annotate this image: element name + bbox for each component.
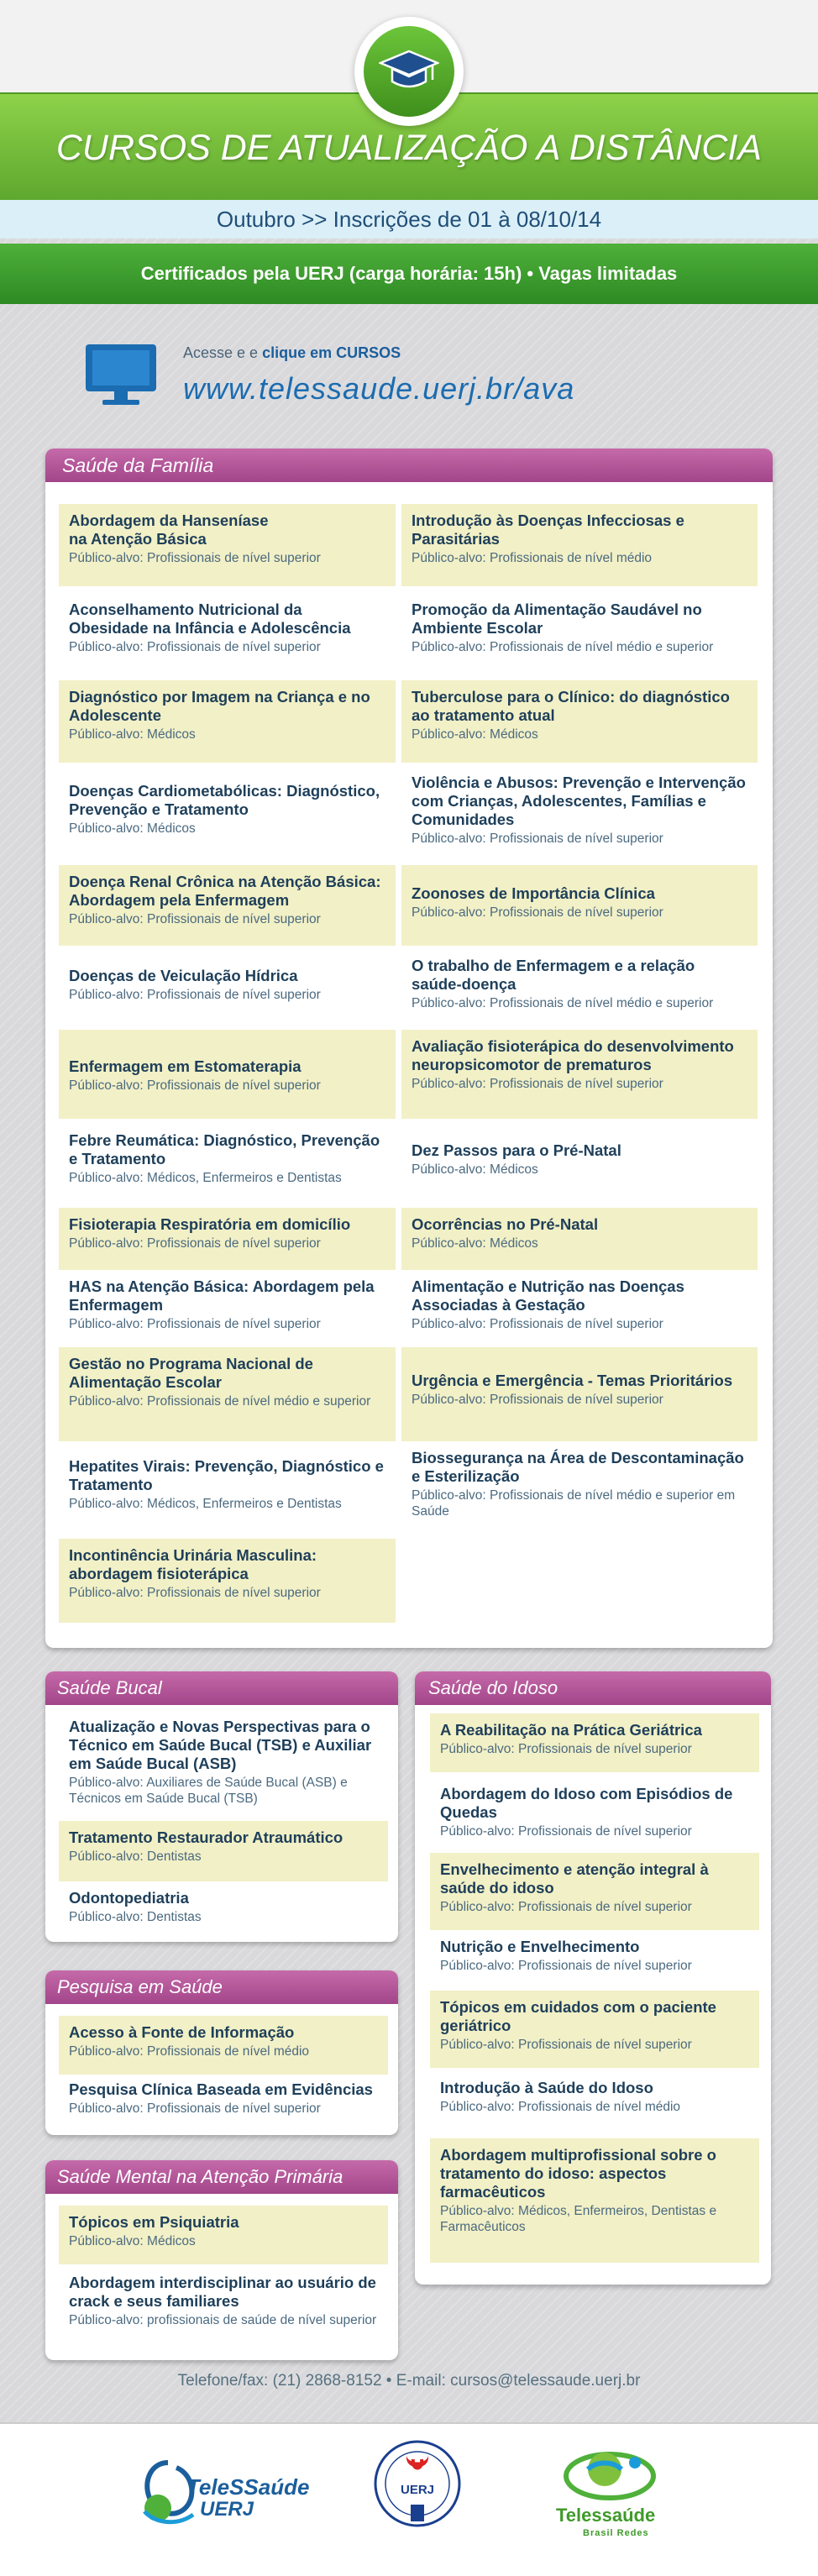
course-audience: Público-alvo: Médicos bbox=[412, 1236, 538, 1251]
course-item[interactable] bbox=[59, 1710, 388, 1818]
course-audience: Público-alvo: Profissionais de nível superior bbox=[412, 832, 663, 846]
course-item[interactable] bbox=[59, 504, 396, 586]
course-title: Abordagem interdisciplinar ao usuário de crack e seus familiares bbox=[69, 2274, 376, 2310]
course-audience: Público-alvo: Profissionais de nível superior bbox=[69, 1317, 321, 1331]
course-audience: Público-alvo: Profissionais de nível médio e superior bbox=[412, 640, 714, 654]
course-item[interactable] bbox=[59, 680, 396, 763]
course-item[interactable] bbox=[430, 1777, 759, 1849]
course-title: Pesquisa Clínica Baseada em Evidências bbox=[69, 2080, 373, 2098]
course-item[interactable] bbox=[59, 2016, 388, 2075]
course-title: Abordagem da Hanseníase na Atenção Básica bbox=[69, 512, 269, 548]
uerj-seal-text: UERJ bbox=[400, 2483, 434, 2497]
course-audience: Público-alvo: Profissionais de nível superior bbox=[440, 1742, 692, 1756]
contact-info: Telefone/fax: (21) 2868-8152 • E-mail: cursos@telessaude.uerj.br bbox=[177, 2372, 641, 2390]
course-audience: Público-alvo: Profissionais de nível superior bbox=[440, 1959, 692, 1973]
course-item[interactable] bbox=[59, 593, 396, 675]
course-title: Tratamento Restaurador Atraumático bbox=[69, 1828, 343, 1846]
access-instruction bbox=[183, 344, 401, 362]
course-title: Biossegurança na Área de Descontaminação e Esterilização bbox=[412, 1449, 744, 1485]
course-audience: Público-alvo: Profissionais de nível superior bbox=[412, 1077, 663, 1091]
course-audience: Público-alvo: Profissionais de nível médio bbox=[412, 551, 653, 565]
course-item[interactable] bbox=[401, 766, 758, 865]
course-item[interactable] bbox=[59, 1450, 396, 1530]
course-title: Tuberculose para o Clínico: do diagnóstico ao tratamento atual bbox=[412, 688, 730, 724]
course-title: Incontinência Urinária Masculina: abordagem fisioterápica bbox=[69, 1546, 317, 1582]
logo-badge-inner bbox=[364, 26, 454, 117]
course-item[interactable] bbox=[401, 1134, 758, 1198]
course-item[interactable] bbox=[59, 2266, 388, 2355]
telessaude-brasil-text1: Telessaúde bbox=[556, 2505, 656, 2526]
course-item[interactable] bbox=[401, 1441, 758, 1539]
course-title: Nutrição e Envelhecimento bbox=[440, 1938, 640, 1955]
course-title: Alimentação e Nutrição nas Doenças Associadas à Gestação bbox=[412, 1278, 684, 1314]
logo-badge bbox=[354, 17, 464, 126]
course-audience: Público-alvo: Profissionais de nível superior bbox=[69, 1586, 321, 1600]
course-title: Enfermagem em Estomaterapia bbox=[69, 1057, 302, 1075]
telessaude-uerj-logo bbox=[134, 2456, 310, 2540]
course-title: Doenças Cardiometabólicas: Diagnóstico, Prevenção e Tratamento bbox=[69, 782, 380, 818]
course-audience: Público-alvo: Profissionais de nível médio bbox=[440, 2100, 681, 2114]
course-item[interactable] bbox=[430, 1853, 759, 1930]
course-audience: Público-alvo: Profissionais de nível superior bbox=[69, 912, 321, 926]
telessaude-brasil-text2: Brasil Redes bbox=[583, 2528, 649, 2538]
course-item[interactable] bbox=[59, 1270, 396, 1347]
course-audience: Público-alvo: Profissionais de nível superior bbox=[69, 551, 321, 565]
course-item[interactable] bbox=[401, 1208, 758, 1270]
section-title-familia: Saúde da Família bbox=[45, 449, 773, 482]
course-audience: Público-alvo: Auxiliares de Saúde Bucal (ASB) e Técnicos em Saúde Bucal (TSB) bbox=[69, 1776, 348, 1806]
course-title: A Reabilitação na Prática Geriátrica bbox=[440, 1721, 702, 1739]
course-audience: Público-alvo: Profissionais de nível médio e superior bbox=[69, 1394, 371, 1409]
course-item[interactable] bbox=[59, 1030, 396, 1119]
course-title: Abordagem do Idoso com Episódios de Quedas bbox=[440, 1785, 733, 1821]
course-item[interactable] bbox=[59, 1347, 396, 1441]
course-title: Dez Passos para o Pré-Natal bbox=[412, 1141, 621, 1159]
course-audience: Público-alvo: Profissionais de nível médio e superior em Saúde bbox=[412, 1488, 736, 1519]
section-title-pesquisa: Pesquisa em Saúde bbox=[45, 1970, 398, 2004]
course-item[interactable] bbox=[401, 1270, 758, 1347]
course-audience: Público-alvo: Dentistas bbox=[69, 1910, 202, 1924]
course-title: Doença Renal Crônica na Atenção Básica: Abordagem pela Enfermagem bbox=[69, 873, 381, 909]
course-item[interactable] bbox=[430, 1713, 759, 1772]
course-audience: Público-alvo: Profissionais de nível superior bbox=[69, 2101, 321, 2116]
course-audience: Público-alvo: Médicos bbox=[412, 727, 538, 742]
course-item[interactable] bbox=[401, 949, 758, 1030]
section-title-idoso: Saúde do Idoso bbox=[415, 1671, 771, 1705]
section-title-bucal: Saúde Bucal bbox=[45, 1671, 398, 1705]
course-audience: Público-alvo: Profissionais de nível superior bbox=[440, 1824, 692, 1839]
section-title-mental: Saúde Mental na Atenção Primária bbox=[45, 2160, 398, 2194]
course-title: HAS na Atenção Básica: Abordagem pela Enfermagem bbox=[69, 1278, 375, 1314]
course-audience: Público-alvo: Profissionais de nível superior bbox=[69, 640, 321, 654]
course-audience: Público-alvo: Profissionais de nível superior bbox=[412, 905, 663, 920]
course-title: O trabalho de Enfermagem e a relação saúde-doença bbox=[412, 957, 695, 993]
course-item[interactable] bbox=[59, 1821, 388, 1881]
period-band: Outubro >> Inscrições de 01 à 08/10/14 bbox=[0, 200, 818, 239]
course-title: Zoonoses de Importância Clínica bbox=[412, 884, 655, 902]
course-item[interactable] bbox=[401, 865, 758, 946]
course-title: Hepatites Virais: Prevenção, Diagnóstico e Tratamento bbox=[69, 1457, 384, 1493]
course-title: Tópicos em cuidados com o paciente geriátrico bbox=[440, 1998, 716, 2034]
course-title: Urgência e Emergência - Temas Prioritários bbox=[412, 1372, 733, 1389]
access-cta: clique em CURSOS bbox=[262, 344, 401, 361]
course-title: Odontopediatria bbox=[69, 1889, 189, 1907]
course-title: Acesso à Fonte de Informação bbox=[69, 2023, 295, 2041]
access-prefix: Acesse e e bbox=[183, 344, 263, 361]
course-audience: Público-alvo: Médicos bbox=[69, 2234, 196, 2248]
course-audience: Público-alvo: Médicos bbox=[69, 821, 196, 836]
course-item[interactable] bbox=[59, 2206, 388, 2264]
course-audience: Público-alvo: Profissionais de nível médio bbox=[69, 2044, 310, 2059]
course-item[interactable] bbox=[430, 1991, 759, 2068]
monitor-icon bbox=[84, 343, 158, 411]
course-audience: Público-alvo: Profissionais de nível superior bbox=[412, 1317, 663, 1331]
course-item[interactable] bbox=[430, 1930, 759, 1984]
website-link[interactable]: www.telessaude.uerj.br/ava bbox=[183, 371, 575, 406]
course-audience: Público-alvo: Profissionais de nível superior bbox=[69, 988, 321, 1002]
course-item[interactable] bbox=[59, 1539, 396, 1623]
graduation-cap-icon bbox=[379, 46, 439, 97]
course-item[interactable] bbox=[401, 504, 758, 586]
course-audience: Público-alvo: Médicos, Enfermeiros e Dentistas bbox=[69, 1171, 342, 1185]
course-title: Violência e Abusos: Prevenção e Intervenção com Crianças, Adolescentes, Famílias e Comunidades bbox=[412, 774, 746, 828]
course-title: Tópicos em Psiquiatria bbox=[69, 2213, 239, 2231]
course-title: Atualização e Novas Perspectivas para o Técnico em Saúde Bucal (TSB) e Auxiliar em Saúde Bucal (ASB) bbox=[69, 1718, 372, 1772]
course-item[interactable] bbox=[430, 2138, 759, 2263]
course-item[interactable] bbox=[59, 1208, 396, 1270]
course-title: Aconselhamento Nutricional da Obesidade na Infância e Adolescência bbox=[69, 601, 351, 637]
course-title: Abordagem multiprofissional sobre o tratamento do idoso: aspectos farmacêuticos bbox=[440, 2146, 716, 2201]
course-audience: Público-alvo: Médicos, Enfermeiros e Dentistas bbox=[69, 1497, 342, 1511]
course-title: Envelhecimento e atenção integral à saúde do idoso bbox=[440, 1860, 709, 1897]
course-item[interactable] bbox=[430, 2071, 759, 2130]
course-item[interactable] bbox=[59, 2073, 388, 2128]
course-item[interactable] bbox=[401, 1347, 758, 1441]
course-audience: Público-alvo: Profissionais de nível superior bbox=[69, 1236, 321, 1251]
course-audience: Público-alvo: Dentistas bbox=[69, 1849, 202, 1864]
course-title: Doenças de Veiculação Hídrica bbox=[69, 967, 298, 984]
course-title: Gestão no Programa Nacional de Alimentação Escolar bbox=[69, 1355, 313, 1391]
course-audience: Público-alvo: profissionais de saúde de nível superior bbox=[69, 2313, 377, 2327]
course-title: Fisioterapia Respiratória em domicílio bbox=[69, 1215, 351, 1233]
course-title: Introdução às Doenças Infecciosas e Parasitárias bbox=[412, 512, 684, 548]
course-title: Febre Reumática: Diagnóstico, Prevenção e Tratamento bbox=[69, 1131, 380, 1167]
telessaude-uerj-logo-text1: TeleSSaúde bbox=[186, 2474, 310, 2500]
course-item[interactable] bbox=[59, 1124, 396, 1204]
course-audience: Público-alvo: Profissionais de nível superior bbox=[69, 1078, 321, 1093]
course-audience: Público-alvo: Médicos bbox=[412, 1162, 538, 1177]
course-audience: Público-alvo: Médicos, Enfermeiros, Dentistas e Farmacêuticos bbox=[440, 2204, 717, 2234]
page-title: CURSOS DE ATUALIZAÇÃO A DISTÂNCIA bbox=[55, 128, 763, 168]
course-audience: Público-alvo: Médicos bbox=[69, 727, 196, 742]
footer-logos bbox=[0, 2422, 818, 2576]
course-title: Introdução à Saúde do Idoso bbox=[440, 2079, 653, 2096]
course-audience: Público-alvo: Profissionais de nível médio e superior bbox=[412, 996, 714, 1010]
course-item[interactable] bbox=[401, 593, 758, 675]
course-item[interactable] bbox=[401, 680, 758, 763]
telessaude-brasil-redes-logo bbox=[546, 2444, 680, 2562]
uerj-seal-logo bbox=[371, 2437, 464, 2563]
course-item[interactable] bbox=[59, 959, 396, 1020]
course-title: Avaliação fisioterápica do desenvolvimento neuropsicomotor de prematuros bbox=[412, 1037, 734, 1073]
course-item[interactable] bbox=[401, 1030, 758, 1119]
course-title: Ocorrências no Pré-Natal bbox=[412, 1215, 599, 1233]
certificate-band: Certificados pela UERJ (carga horária: 15h) • Vagas limitadas bbox=[0, 244, 818, 304]
telessaude-uerj-logo-text2: UERJ bbox=[200, 2498, 254, 2521]
course-audience: Público-alvo: Profissionais de nível superior bbox=[440, 2038, 692, 2052]
course-title: Promoção da Alimentação Saudável no Ambiente Escolar bbox=[412, 601, 702, 637]
course-audience: Público-alvo: Profissionais de nível superior bbox=[412, 1393, 663, 1407]
course-item[interactable] bbox=[59, 774, 396, 857]
course-title: Diagnóstico por Imagem na Criança e no Adolescente bbox=[69, 688, 370, 724]
course-item[interactable] bbox=[59, 1881, 388, 1935]
course-item[interactable] bbox=[59, 865, 396, 946]
course-audience: Público-alvo: Profissionais de nível superior bbox=[440, 1900, 692, 1914]
